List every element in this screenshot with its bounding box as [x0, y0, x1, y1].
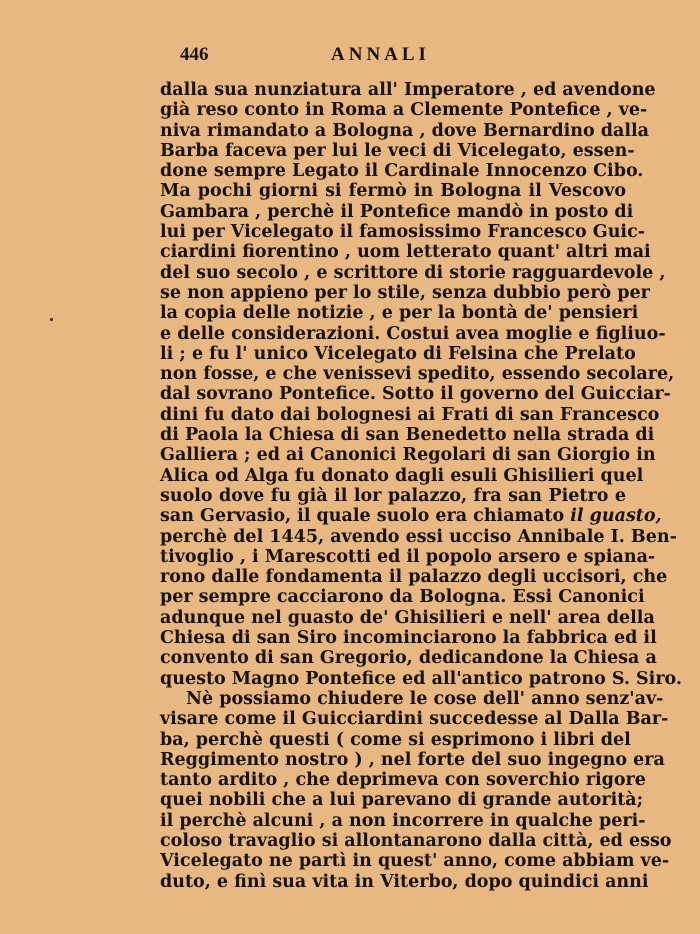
- text-line: per sempre cacciarono da Bologna. Essi Canonici: [160, 587, 645, 608]
- text-line: già reso conto in Roma a Clemente Pontefice , ve-: [160, 100, 648, 121]
- text-line: la copia delle notizie , e per la bontà de' pensieri: [160, 303, 639, 324]
- text-line: rono dalle fondamenta il palazzo degli uccisori, che: [160, 567, 668, 588]
- text-line: lui per Vicelegato il famosissimo Francesco Guic-: [160, 222, 645, 243]
- text-line: del suo secolo , e scrittore di storie ragguardevole ,: [160, 262, 666, 283]
- text-line: Nè possiamo chiudere le cose dell' anno senz'av-: [186, 688, 664, 709]
- text-line: convento di san Gregorio, dedicandone la Chiesa a: [160, 648, 657, 669]
- running-head: ANNALI: [331, 44, 430, 65]
- text-line: Barba faceva per lui le veci di Vicelegato, essen-: [160, 140, 635, 161]
- text-line: Gambara , perchè il Pontefice mandò in posto di: [160, 201, 634, 222]
- text-line: di Paola la Chiesa di san Benedetto nella strada di: [160, 425, 655, 446]
- text-line: dal sovrano Pontefice. Sotto il governo del Guicciar-: [160, 384, 671, 405]
- text-line: non fosse, e che venissevi spedito, essendo secolare,: [160, 364, 675, 385]
- text-line: Chiesa di san Siro incominciarono la fabbrica ed il: [160, 628, 657, 649]
- text-line: suolo dove fu già il lor palazzo, fra san Pietro e: [160, 485, 626, 506]
- text-line: Alica od Alga fu donato dagli esuli Ghisilieri quel: [160, 465, 644, 486]
- text-line: adunque nel guasto de' Ghisilieri e nell' area della: [160, 607, 655, 628]
- text-line: tivoglio , i Marescotti ed il popolo arsero e spiana-: [160, 546, 656, 567]
- text-line: Vicelegato ne partì in quest' anno, come abbiam ve-: [160, 851, 670, 872]
- text-line: e delle considerazioni. Costui avea moglie e figliuo-: [160, 323, 666, 344]
- page-number: 446: [180, 44, 209, 65]
- text-line: niva rimandato a Bologna , dove Bernardino dalla: [160, 120, 649, 141]
- body-text: [160, 80, 683, 892]
- text-line: done sempre Legato il Cardinale Innocenzo Cibo.: [160, 161, 644, 182]
- text-line: questo Magno Pontefice ed all'antico patrono S. Siro.: [160, 668, 683, 689]
- text-line: li ; e fu l' unico Vicelegato di Felsina che Prelato: [160, 343, 636, 364]
- text-line: visare come il Guicciardini succedesse al Dalla Bar-: [160, 709, 669, 730]
- text-line: se non appieno per lo stile, senza dubbio però per: [160, 282, 650, 303]
- text-segment: san Gervasio, il quale suolo era chiamato: [160, 506, 565, 527]
- text-line: ba, perchè questi ( come si esprimono i libri del: [160, 729, 631, 750]
- text-line-with-italic: [160, 506, 662, 527]
- text-line: tanto ardito , che deprimeva con soverchio rigore: [160, 770, 646, 791]
- text-line: dini fu dato dai bolognesi ai Frati di san Francesco: [160, 404, 660, 425]
- text-line: Reggimento nostro ) , nel forte del suo ingegno era: [160, 749, 665, 770]
- margin-mark: [50, 318, 53, 321]
- text-line: quei nobili che a lui parevano di grande autorità;: [160, 790, 644, 811]
- text-line: Ma pochi giorni si fermò in Bologna il Vescovo: [160, 181, 626, 202]
- text-line: ciardini fiorentino , uom letterato quant' altri mai: [160, 242, 651, 263]
- text-line: perchè del 1445, avendo essi ucciso Annibale I. Ben-: [160, 526, 677, 547]
- page-header: [174, 44, 634, 70]
- text-line: il perchè alcuni , a non incorrere in qualche peri-: [160, 810, 646, 831]
- text-line: duto, e finì sua vita in Viterbo, dopo quindici anni: [160, 871, 649, 892]
- italic-phrase: il guasto,: [570, 506, 662, 527]
- text-line: coloso travaglio si allontanarono dalla città, ed esso: [160, 830, 672, 851]
- text-line: dalla sua nunziatura all' Imperatore , ed avendone: [160, 80, 656, 100]
- text-line: Galliera ; ed ai Canonici Regolari di san Giorgio in: [160, 445, 656, 466]
